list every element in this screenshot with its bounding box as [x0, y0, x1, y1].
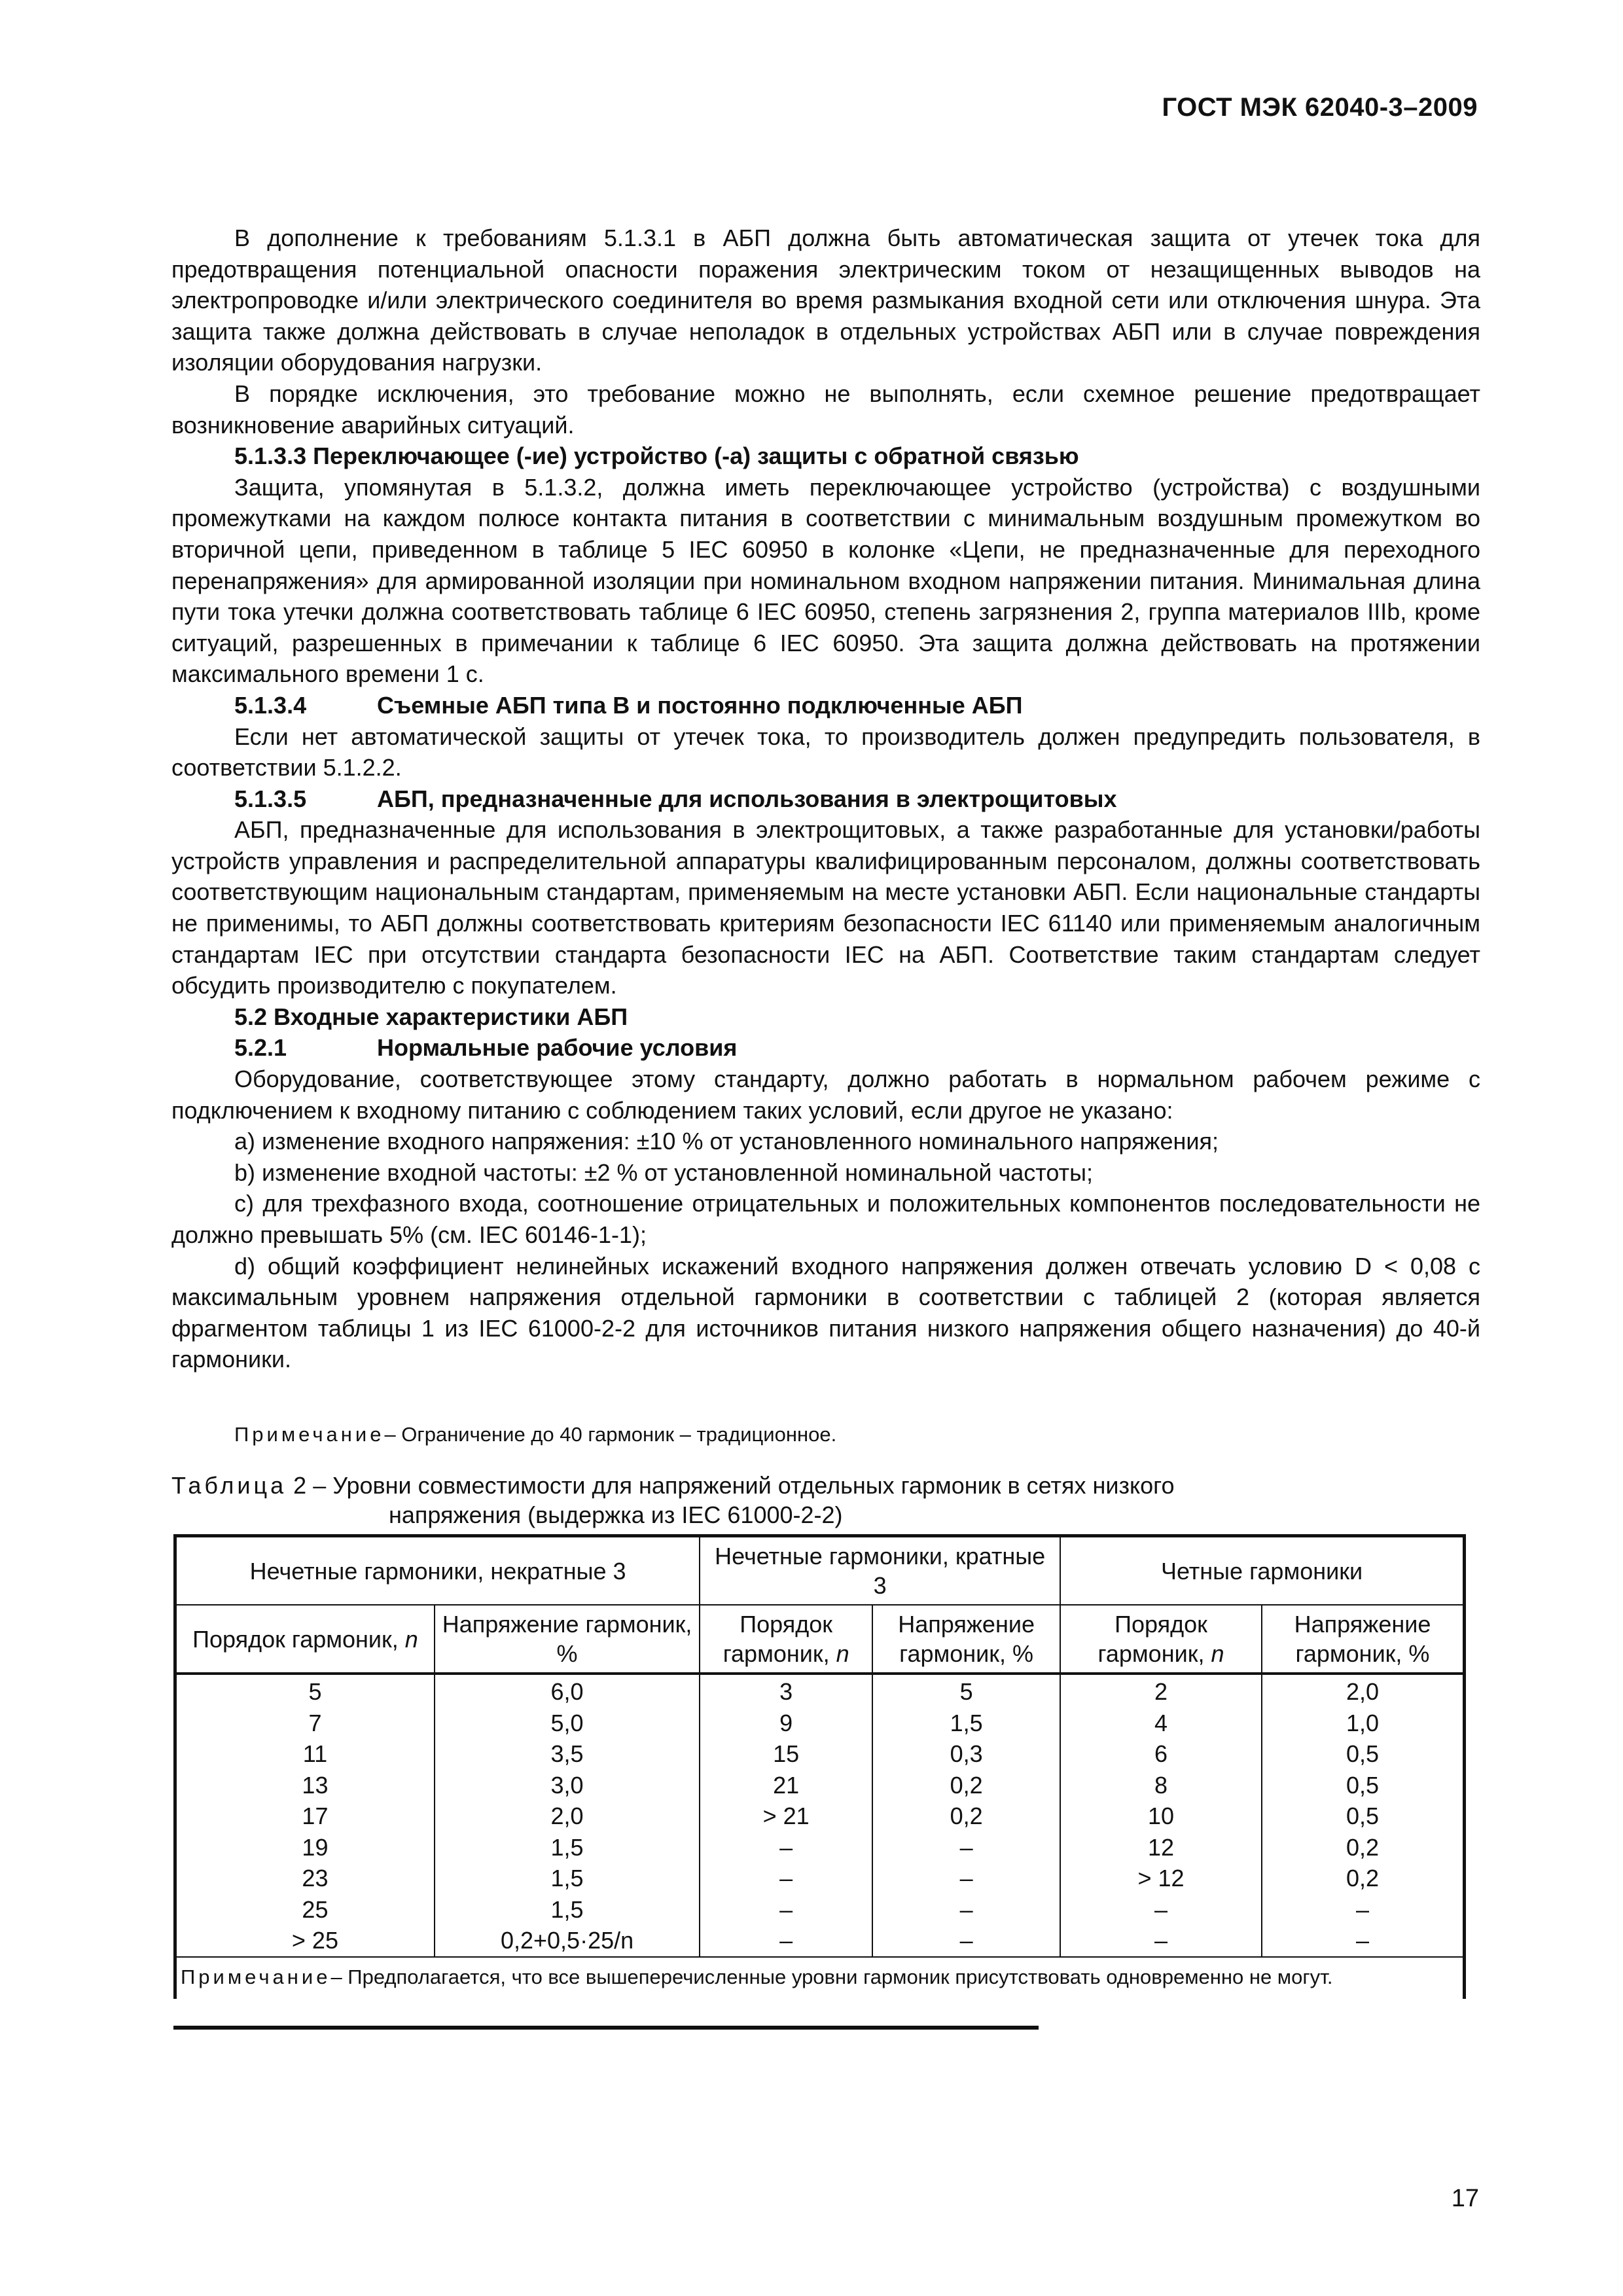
cell: 12	[1060, 1832, 1262, 1863]
section-number: 5.1.3.4	[234, 691, 307, 719]
cell: –	[700, 1925, 872, 1957]
table-caption-line1: 2 – Уровни совместимости для напряжений отдельных гармоник в сетях низкого	[293, 1472, 1175, 1499]
paragraph: В дополнение к требованиям 5.1.3.1 в АБП должна быть автоматическая защита от утечек тока для предотвращения потенциальной опасности поражения электрическим током от незащищенных выводов на электропроводке и/или электрического соединителя во время размыкания входной сети или отключения шнура. Эта защита также должна действовать в случае неполадок в отдельных устройствах АБП или в случае повреждения изоляции оборудования нагрузки.	[171, 224, 1480, 376]
table-row	[175, 1925, 1465, 1957]
col-header-order: Порядок гармоник, n	[175, 1605, 435, 1674]
cell: 1,5	[435, 1894, 700, 1926]
col-header-voltage: Напряжение гармоник, %	[1262, 1605, 1465, 1674]
cell: 0,5	[1262, 1801, 1465, 1832]
cell: 2,0	[1262, 1674, 1465, 1708]
cell: 15	[700, 1738, 872, 1770]
note	[234, 1422, 836, 1448]
cell: 2	[1060, 1674, 1262, 1708]
cell: 21	[700, 1770, 872, 1801]
paragraph: АБП, предназначенные для использования в электрощитовых, а также разработанные для установки/работы устройств управления и распределительной аппаратуры квалифицированным персоналом, должны соответствовать соответствующим национальным стандартам, применяемым на месте установки АБП. Если национальные стандарты не применимы, то АБП должны соответствовать критериям безопасности IEC 61140 или применяемым аналогичным стандартам IEC при отсутствии стандарта безопасности IEC на АБП. Соответствие таким стандартам следует обсудить производителю с покупателем.	[171, 816, 1480, 999]
table-row	[175, 1738, 1465, 1770]
cell: 0,2	[872, 1801, 1060, 1832]
table-note	[175, 1957, 1465, 2000]
cell: –	[1262, 1925, 1465, 1957]
list-item: a) изменение входного напряжения: ±10 % от установленного номинального напряжения;	[234, 1128, 1219, 1155]
paragraph: Защита, упомянутая в 5.1.3.2, должна иметь переключающее устройство (устройства) с воздушными промежутками на каждом полюсе контакта питания в соответствии с минимальным воздушным промежутком во вторичной цепи, приведенном в таблице 5 IEC 60950 в колонке «Цепи, не предназначенные для переходного перенапряжения» для армированной изоляции при номинальном входном напряжении питания. Минимальная длина пути тока утечки должна соответствовать таблице 6 IEC 60950, степень загрязнения 2, группа материалов IIIb, кроме ситуаций, разрешенных в примечании к таблице 6 IEC 60950. Эта защита должна действовать на протяжении максимального времени 1 с.	[171, 473, 1480, 688]
page-number: 17	[1451, 2185, 1479, 2212]
table-group-header-row	[175, 1536, 1465, 1605]
section-number: 5.2.1	[234, 1034, 287, 1062]
section-heading-5-1-3-4	[171, 690, 1480, 721]
section-number: 5.1.3.5	[234, 785, 307, 812]
cell: 0,5	[1262, 1738, 1465, 1770]
cell: –	[700, 1894, 872, 1926]
cell: –	[1262, 1894, 1465, 1926]
cell: > 12	[1060, 1863, 1262, 1894]
cell: 3	[700, 1674, 872, 1708]
cell: 0,5	[1262, 1770, 1465, 1801]
col-header-voltage: Напряжение гармоник, %	[872, 1605, 1060, 1674]
cell: 11	[175, 1738, 435, 1770]
cell: 0,2	[1262, 1863, 1465, 1894]
cell: 5,0	[435, 1708, 700, 1739]
cell: 4	[1060, 1708, 1262, 1739]
cell: 1,5	[435, 1832, 700, 1863]
cell: > 25	[175, 1925, 435, 1957]
cell: 10	[1060, 1801, 1262, 1832]
main-text	[171, 223, 1480, 1375]
cell: –	[872, 1894, 1060, 1926]
cell: 6	[1060, 1738, 1262, 1770]
group-header-odd-multiple: Нечетные гармоники, кратные 3	[700, 1536, 1060, 1605]
cell: 1,0	[1262, 1708, 1465, 1739]
table-row	[175, 1674, 1465, 1708]
cell: 1,5	[435, 1863, 700, 1894]
cell: 9	[700, 1708, 872, 1739]
table-row	[175, 1770, 1465, 1801]
group-header-odd-non-multiple: Нечетные гармоники, некратные 3	[175, 1536, 700, 1605]
table-note-row	[175, 1957, 1465, 2000]
table-bottom-rule	[173, 2026, 1039, 2030]
cell: 0,3	[872, 1738, 1060, 1770]
cell: 1,5	[872, 1708, 1060, 1739]
table-note-text: – Предполагается, что все вышеперечисленные уровни гармоник присутствовать одновременно не могут.	[330, 1965, 1333, 1988]
cell: 6,0	[435, 1674, 700, 1708]
cell: 17	[175, 1801, 435, 1832]
table-row	[175, 1801, 1465, 1832]
section-title: Съемные АБП типа B и постоянно подключенные АБП	[377, 691, 1023, 719]
cell: 5	[175, 1674, 435, 1708]
paragraph: В порядке исключения, это требование можно не выполнять, если схемное решение предотвращает возникновение аварийных ситуаций.	[171, 380, 1480, 439]
cell: –	[872, 1832, 1060, 1863]
cell: > 21	[700, 1801, 872, 1832]
table-row	[175, 1708, 1465, 1739]
cell: –	[700, 1863, 872, 1894]
table-caption-label: Таблица	[171, 1472, 287, 1499]
list-item: b) изменение входной частоты: ±2 % от установленной номинальной частоты;	[234, 1158, 1093, 1186]
note-label: Примечание	[234, 1423, 385, 1446]
table-column-header-row	[175, 1605, 1465, 1674]
cell: 0,2	[1262, 1832, 1465, 1863]
table-row	[175, 1832, 1465, 1863]
col-header-order: Порядок гармоник, n	[700, 1605, 872, 1674]
list-item: c) для трехфазного входа, соотношение отрицательных и положительных компонентов последовательности не должно превышать 5% (см. IEC 60146-1-1);	[171, 1190, 1480, 1248]
group-header-even: Четные гармоники	[1060, 1536, 1464, 1605]
cell: 0,2	[872, 1770, 1060, 1801]
cell: 2,0	[435, 1801, 700, 1832]
note-text: – Ограничение до 40 гармоник – традиционное.	[384, 1423, 837, 1446]
harmonics-table	[173, 1534, 1466, 1999]
cell: –	[872, 1863, 1060, 1894]
paragraph: Оборудование, соответствующее этому стандарту, должно работать в нормальном рабочем режиме с подключением к входному питанию с соблюдением таких условий, если другое не указано:	[171, 1066, 1480, 1124]
col-header-voltage: Напряжение гармоник, %	[435, 1605, 700, 1674]
cell: 23	[175, 1863, 435, 1894]
col-header-order: Порядок гармоник, n	[1060, 1605, 1262, 1674]
cell: 3,0	[435, 1770, 700, 1801]
cell: –	[872, 1925, 1060, 1957]
table-caption	[171, 1471, 1415, 1530]
cell: 5	[872, 1674, 1060, 1708]
section-title: АБП, предназначенные для использования в электрощитовых	[377, 785, 1117, 812]
cell: –	[700, 1832, 872, 1863]
cell: 19	[175, 1832, 435, 1863]
section-title: Нормальные рабочие условия	[377, 1034, 738, 1062]
cell: –	[1060, 1925, 1262, 1957]
section-heading-5-2: 5.2 Входные характеристики АБП	[234, 1003, 628, 1030]
section-heading-5-1-3-3: 5.1.3.3 Переключающее (-ие) устройство (-а) защиты с обратной связью	[234, 442, 1079, 470]
cell: 3,5	[435, 1738, 700, 1770]
list-item: d) общий коэффициент нелинейных искажений входного напряжения должен отвечать условию D < 0,08 с максимальным уровнем напряжения отдельной гармоники в соответствии с таблицей 2 (которая является фрагментом таблицы 1 из IEC 61000-2-2 для источников питания низкого напряжения общего назначения) до 40-й гармоники.	[171, 1252, 1480, 1373]
cell: 0,2+0,5·25/n	[435, 1925, 700, 1957]
cell: 7	[175, 1708, 435, 1739]
table-caption-line2: напряжения (выдержка из IEC 61000-2-2)	[389, 1501, 843, 1528]
table-note-label: Примечание	[181, 1965, 331, 1988]
document-code: ГОСТ МЭК 62040-3–2009	[1162, 93, 1478, 122]
section-heading-5-2-1	[171, 1032, 1480, 1064]
cell: –	[1060, 1894, 1262, 1926]
cell: 13	[175, 1770, 435, 1801]
cell: 8	[1060, 1770, 1262, 1801]
table-row	[175, 1863, 1465, 1894]
cell: 25	[175, 1894, 435, 1926]
paragraph: Если нет автоматической защиты от утечек тока, то производитель должен предупредить пользователя, в соответствии 5.1.2.2.	[171, 723, 1480, 781]
table-row	[175, 1894, 1465, 1926]
section-heading-5-1-3-5	[171, 783, 1480, 815]
